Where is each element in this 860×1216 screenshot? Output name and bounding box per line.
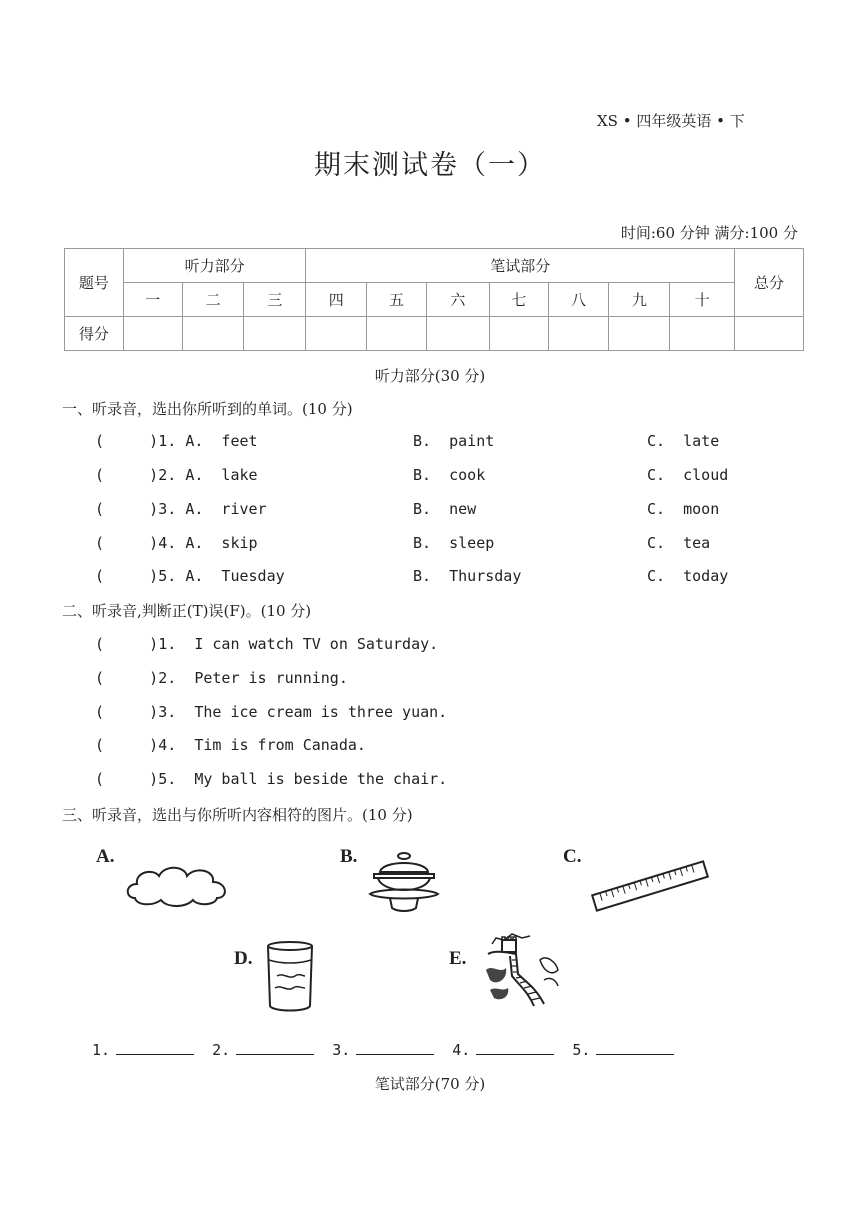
blank-number: 5.	[572, 1041, 591, 1059]
col-2: 二	[182, 283, 244, 317]
option-a: A. feet	[185, 432, 258, 450]
score-row-label: 得分	[65, 317, 124, 351]
blank-number: 1.	[92, 1041, 111, 1059]
option-b: B. Thursday	[413, 567, 522, 585]
score-cell[interactable]	[306, 317, 367, 351]
option-a: A. skip	[185, 534, 258, 552]
s1-item	[95, 500, 267, 518]
answer-blank[interactable]	[236, 1040, 314, 1055]
col-3: 三	[244, 283, 306, 317]
col-5: 五	[367, 283, 427, 317]
picture-b-label: B.	[340, 846, 358, 867]
section1-title: 一、听录音，选出你所听到的单词。(10 分)	[62, 400, 353, 418]
total-header: 总分	[735, 249, 804, 317]
option-c: C. moon	[647, 500, 720, 518]
score-cell-total[interactable]	[735, 317, 804, 351]
writing-header: 笔试部分	[306, 249, 735, 283]
listening-heading: 听力部分(30 分)	[374, 367, 486, 385]
picture-a-label: A.	[96, 846, 115, 867]
item-number: ( )3.	[95, 500, 177, 518]
option-c: C. today	[647, 567, 729, 585]
answer-blank[interactable]	[596, 1040, 674, 1055]
item-number: ( )1.	[95, 432, 177, 450]
time-info: 时间:60 分钟 满分:100 分	[620, 224, 798, 242]
series-label: XS • 四年级英语 • 下	[597, 112, 745, 130]
s2-item: ( )3. The ice cream is three yuan.	[95, 703, 448, 721]
picture-e-label: E.	[449, 948, 467, 969]
page-title: 期末测试卷（一）	[314, 150, 546, 181]
item-number: ( )5.	[95, 567, 177, 585]
option-b: B. new	[413, 500, 477, 518]
option-b: B. sleep	[413, 534, 495, 552]
col-9: 九	[609, 283, 670, 317]
col-4: 四	[306, 283, 367, 317]
great-wall-icon	[482, 930, 562, 1010]
score-cell[interactable]	[123, 317, 182, 351]
answer-blank[interactable]	[476, 1040, 554, 1055]
section3-title: 三、听录音，选出与你所听内容相符的图片。(10 分)	[62, 806, 413, 824]
score-table	[64, 248, 804, 351]
s2-item: ( )2. Peter is running.	[95, 669, 348, 687]
answer-blank[interactable]	[116, 1040, 194, 1055]
option-c: C. tea	[647, 534, 711, 552]
s1-item	[95, 534, 258, 552]
s1-item	[95, 567, 285, 585]
col-6: 六	[426, 283, 489, 317]
glass-of-water-icon	[263, 940, 317, 1014]
blank-number: 3.	[332, 1041, 351, 1059]
cloud-icon	[123, 862, 233, 908]
picture-d-label: D.	[234, 948, 253, 969]
s1-item	[95, 432, 258, 450]
picture-c-label: C.	[563, 846, 582, 867]
teacup-icon	[368, 850, 440, 914]
s1-item	[95, 466, 258, 484]
s2-item: ( )1. I can watch TV on Saturday.	[95, 635, 439, 653]
option-b: B. cook	[413, 466, 486, 484]
listening-header: 听力部分	[123, 249, 305, 283]
s2-item: ( )4. Tim is from Canada.	[95, 736, 366, 754]
option-a: A. lake	[185, 466, 258, 484]
option-b: B. paint	[413, 432, 495, 450]
blank-number: 2.	[212, 1041, 231, 1059]
col-10: 十	[670, 283, 735, 317]
item-number: ( )2.	[95, 466, 177, 484]
option-c: C. late	[647, 432, 720, 450]
score-cell[interactable]	[367, 317, 427, 351]
col-1: 一	[123, 283, 182, 317]
score-cell[interactable]	[182, 317, 244, 351]
option-c: C. cloud	[647, 466, 729, 484]
score-cell[interactable]	[548, 317, 609, 351]
option-a: A. Tuesday	[185, 567, 285, 585]
score-cell[interactable]	[489, 317, 548, 351]
answer-blank[interactable]	[356, 1040, 434, 1055]
item-number: ( )4.	[95, 534, 177, 552]
score-cell[interactable]	[609, 317, 670, 351]
s2-item: ( )5. My ball is beside the chair.	[95, 770, 448, 788]
blank-number: 4.	[452, 1041, 471, 1059]
ruler-icon	[588, 858, 712, 914]
col-7: 七	[489, 283, 548, 317]
question-number-label: 题号	[65, 249, 124, 317]
score-cell[interactable]	[426, 317, 489, 351]
writing-heading: 笔试部分(70 分)	[374, 1075, 486, 1093]
section2-title: 二、听录音,判断正(T)误(F)。(10 分)	[62, 602, 312, 620]
col-8: 八	[548, 283, 609, 317]
score-cell[interactable]	[244, 317, 306, 351]
score-cell[interactable]	[670, 317, 735, 351]
answer-blanks	[92, 1040, 683, 1059]
option-a: A. river	[185, 500, 267, 518]
